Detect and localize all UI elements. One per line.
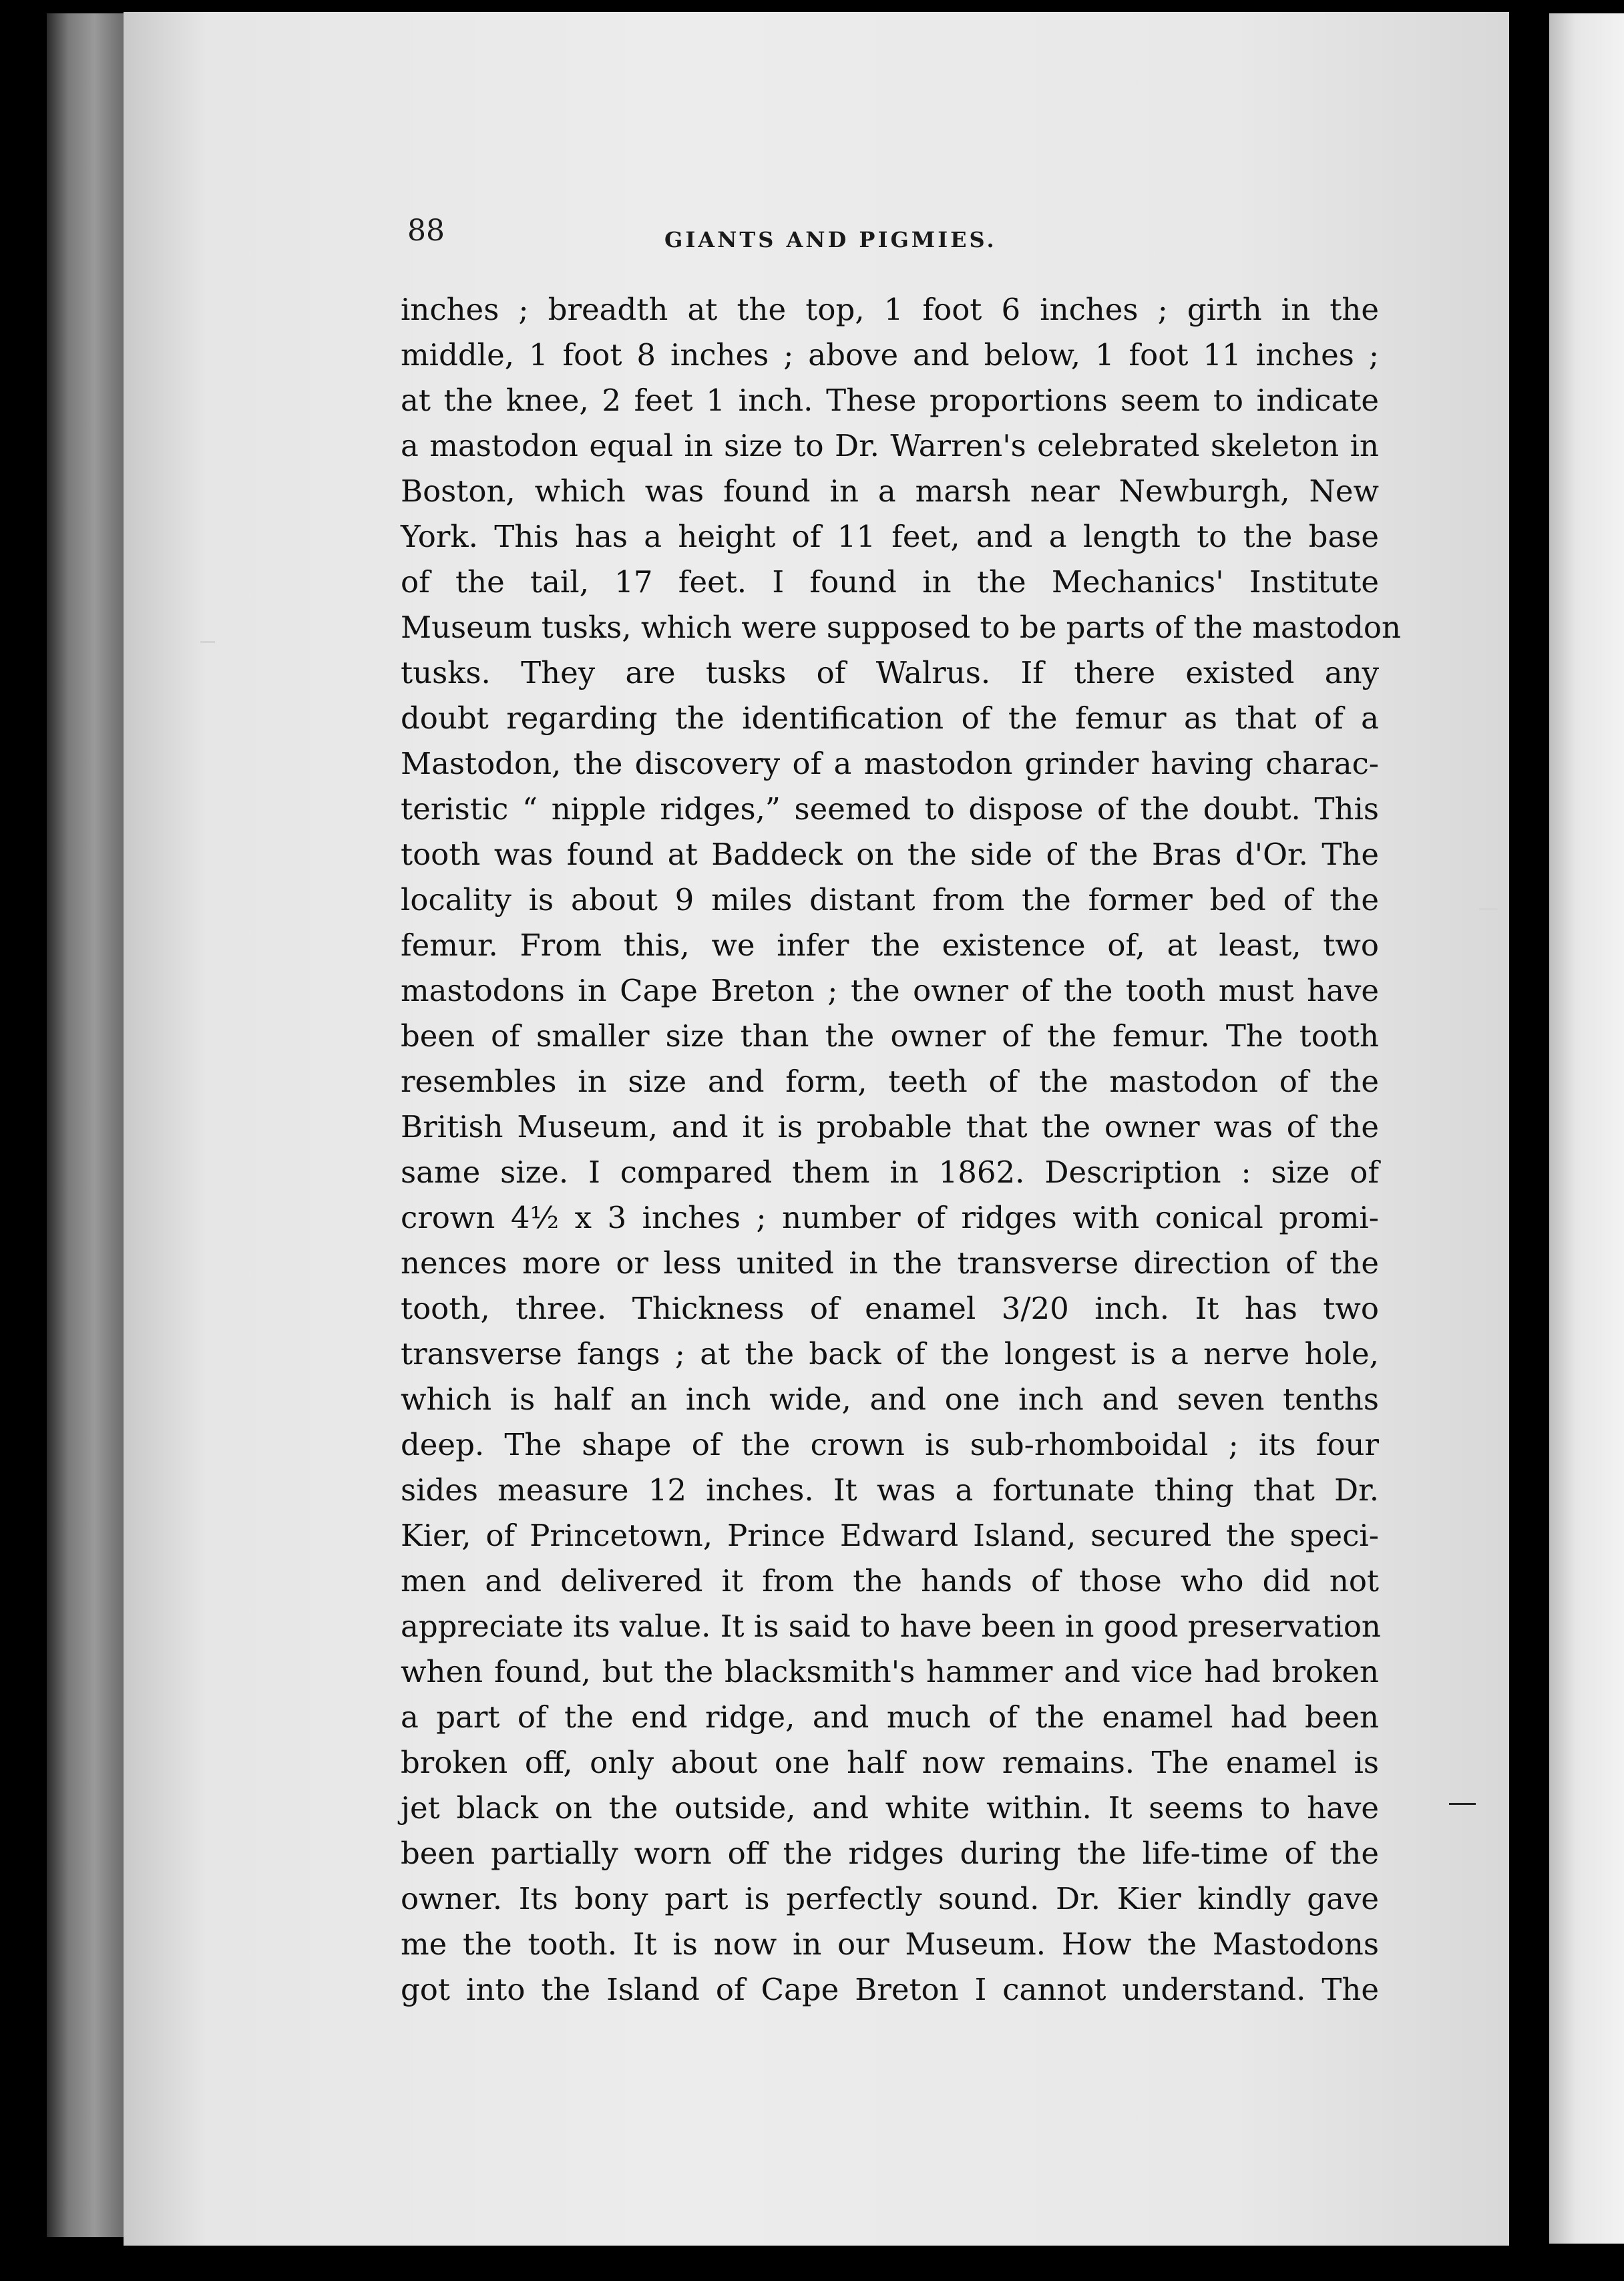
text-line: Museum tusks, which were supposed to be parts of the mastodon bbox=[401, 610, 1402, 645]
scan-speck bbox=[200, 641, 215, 643]
text-line: owner. Its bony part is perfectly sound. Dr. Kier kindly gave bbox=[401, 1881, 1379, 1916]
text-line: a part of the end ridge, and much of the enamel had been bbox=[401, 1699, 1379, 1735]
text-line: which is half an inch wide, and one inch and seven tenths bbox=[401, 1382, 1379, 1417]
text-line: jet black on the outside, and white within. It seems to have bbox=[401, 1790, 1379, 1826]
text-line: tooth, three. Thickness of enamel 3/20 inch. It has two bbox=[401, 1291, 1379, 1326]
text-line: appreciate its value. It is said to have been in good preservation bbox=[401, 1609, 1381, 1644]
text-line: British Museum, and it is probable that the owner was of the bbox=[401, 1109, 1379, 1145]
facing-page-edge bbox=[1549, 13, 1624, 2244]
text-line: at the knee, 2 feet 1 inch. These proportions seem to indicate bbox=[401, 383, 1379, 418]
text-line: middle, 1 foot 8 inches ; above and below, 1 foot 11 inches ; bbox=[401, 337, 1379, 373]
text-line: tusks. They are tusks of Walrus. If there existed any bbox=[401, 655, 1379, 690]
text-line: locality is about 9 miles distant from the former bed of the bbox=[401, 882, 1379, 917]
text-line: got into the Island of Cape Breton I cannot understand. The bbox=[401, 1972, 1379, 2007]
text-line: a mastodon equal in size to Dr. Warren's celebrated skeleton in bbox=[401, 428, 1379, 463]
text-line: tooth was found at Baddeck on the side of the Bras d'Or. The bbox=[401, 837, 1379, 872]
scan-speck bbox=[1479, 908, 1498, 910]
text-line: me the tooth. It is now in our Museum. How the Mastodons bbox=[401, 1926, 1379, 1962]
scan-speck bbox=[1449, 1803, 1476, 1805]
text-line: femur. From this, we infer the existence of, at least, two bbox=[401, 927, 1379, 963]
text-line: same size. I compared them in 1862. Description : size of bbox=[401, 1155, 1379, 1190]
text-line: inches ; breadth at the top, 1 foot 6 inches ; girth in the bbox=[401, 292, 1379, 327]
text-line: sides measure 12 inches. It was a fortunate thing that Dr. bbox=[401, 1472, 1379, 1508]
text-line: when found, but the blacksmith's hammer and vice had broken bbox=[401, 1654, 1379, 1689]
book-edge bbox=[47, 13, 134, 2237]
text-line: Mastodon, the discovery of a mastodon grinder having charac- bbox=[401, 746, 1379, 781]
body-text bbox=[401, 287, 1402, 2013]
text-line: doubt regarding the identification of the femur as that of a bbox=[401, 700, 1379, 736]
text-line: men and delivered it from the hands of those who did not bbox=[401, 1563, 1379, 1599]
running-head bbox=[407, 214, 1389, 274]
text-line: mastodons in Cape Breton ; the owner of the tooth must have bbox=[401, 973, 1379, 1008]
text-line: been of smaller size than the owner of the femur. The tooth bbox=[401, 1018, 1379, 1054]
text-line: York. This has a height of 11 feet, and a length to the base bbox=[401, 519, 1379, 554]
text-line: resembles in size and form, teeth of the mastodon of the bbox=[401, 1064, 1379, 1099]
text-line: teristic “ nipple ridges,” seemed to dispose of the doubt. This bbox=[401, 791, 1379, 827]
text-line: of the tail, 17 feet. I found in the Mechanics' Institute bbox=[401, 564, 1379, 600]
text-line: nences more or less united in the transverse direction of the bbox=[401, 1245, 1379, 1281]
text-line: broken off, only about one half now remains. The enamel is bbox=[401, 1745, 1379, 1780]
text-line: Kier, of Princetown, Prince Edward Island, secured the speci- bbox=[401, 1518, 1379, 1553]
text-line: transverse fangs ; at the back of the longest is a nerve hole, bbox=[401, 1336, 1379, 1372]
text-line: crown 4½ x 3 inches ; number of ridges with conical promi- bbox=[401, 1200, 1379, 1235]
page-number: 88 bbox=[407, 214, 445, 248]
text-line: Boston, which was found in a marsh near Newburgh, New bbox=[401, 473, 1379, 509]
text-line: been partially worn off the ridges during the life-time of the bbox=[401, 1836, 1379, 1871]
page-gutter bbox=[1510, 0, 1549, 2281]
text-line: deep. The shape of the crown is sub-rhomboidal ; its four bbox=[401, 1427, 1379, 1462]
running-title: GIANTS AND PIGMIES. bbox=[664, 227, 997, 252]
